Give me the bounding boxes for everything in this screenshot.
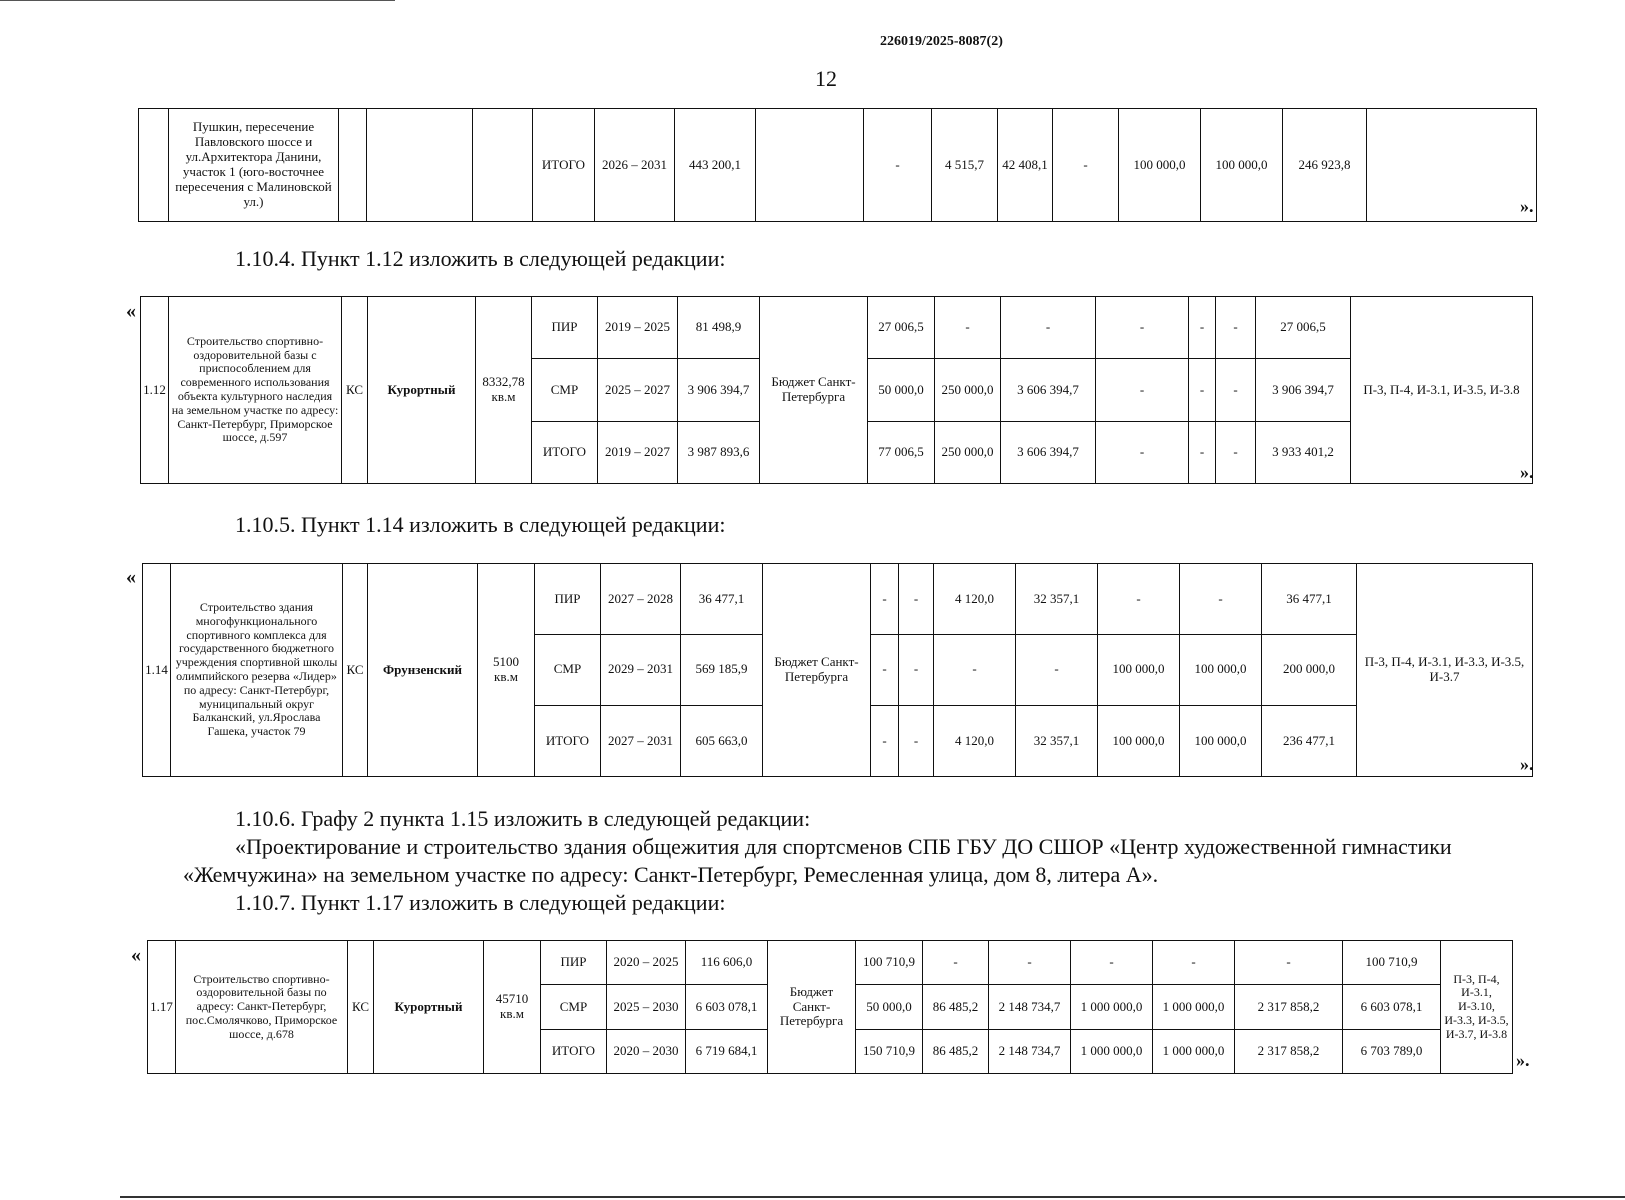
value-cell: - [1216,297,1256,359]
close-quote: ». [1520,754,1534,774]
value-cell: - [1216,421,1256,483]
page-number: 12 [815,66,837,91]
value-cell: - [1189,359,1216,421]
heading-1-10-7: 1.10.7. Пункт 1.17 изложить в следующей редакции: [235,890,726,915]
value-cell: - [1001,297,1096,359]
paragraph-line: «Жемчужина» на земельном участке по адресу: Санкт-Петербург, Ремесленная улица, дом 8, литера А». [183,862,1159,887]
total-cell: 569 185,9 [681,634,763,705]
value-cell: - [1096,359,1189,421]
table-continuation [138,108,1537,222]
stage-cell: СМР [535,634,601,705]
value-cell: 4 120,0 [934,564,1016,635]
value-cell: - [1189,297,1216,359]
table-1-12 [140,296,1533,484]
value-cell: - [1189,421,1216,483]
value-cell: - [1053,109,1119,222]
value-cell: 3 906 394,7 [1256,359,1351,421]
value-cell: 32 357,1 [1016,564,1098,635]
cell-num [139,109,169,222]
value-cell: - [1153,941,1235,985]
source-cell: Бюджет Санкт-Петербурга [763,564,871,777]
value-cell: 100 000,0 [1098,634,1180,705]
value-cell: 50 000,0 [868,359,935,421]
item-number: 1.12 [141,297,169,484]
total-cell: 3 906 394,7 [678,359,760,421]
type-cell: КС [343,564,368,777]
source-cell: Бюджет Санкт-Петербурга [768,941,856,1074]
object-name-cell: Строительство спортивно-оздоровительной базы с приспособлением для современного использования объекта культурного наследия на земельном участке по адресу: Санкт-Петербург, Приморское шоссе, д.597 [169,297,342,484]
value-cell: 236 477,1 [1262,705,1357,776]
value-cell: 27 006,5 [1256,297,1351,359]
open-quote: « [131,944,141,966]
heading-1-10-6: 1.10.6. Графу 2 пункта 1.15 изложить в следующей редакции: [235,806,811,831]
capacity-cell: 45710 кв.м [484,941,541,1074]
value-cell: - [1180,564,1262,635]
total-cell: 6 719 684,1 [686,1029,768,1073]
value-cell: 77 006,5 [868,421,935,483]
object-name-cell: Пушкин, пересечение Павловского шоссе и ул.Архитектора Данини, участок 1 (юго-восточнее пересечения с Малиновской ул.) [169,109,339,222]
value-cell: 100 710,9 [856,941,923,985]
total-cell: 116 606,0 [686,941,768,985]
table-1-17 [147,940,1513,1074]
value-cell: 100 000,0 [1098,705,1180,776]
value-cell: - [1216,359,1256,421]
document-number: 226019/2025-8087(2) [880,34,1003,49]
value-cell: - [1096,297,1189,359]
value-cell: - [864,109,932,222]
value-cell: - [871,564,899,635]
close-quote: ». [1520,196,1534,216]
type-cell: КС [342,297,368,484]
stage-cell: ИТОГО [533,109,595,222]
stage-cell: ПИР [532,297,598,359]
indicators-cell: П-3, П-4, И-3.1, И-3.10, И-3.3, И-3.5, И-3.7, И-3.8 [1441,941,1513,1074]
stage-cell: ИТОГО [532,421,598,483]
value-cell: 50 000,0 [856,985,923,1029]
total-cell: 443 200,1 [675,109,756,222]
stage-cell: ИТОГО [535,705,601,776]
total-cell: 6 603 078,1 [686,985,768,1029]
capacity-cell: 5100 кв.м [478,564,535,777]
value-cell: 6 703 789,0 [1343,1029,1441,1073]
value-cell: - [899,564,934,635]
value-cell: - [934,634,1016,705]
indicators-cell: П-3, П-4, И-3.1, И-3.5, И-3.8 [1351,297,1533,484]
value-cell: 246 923,8 [1283,109,1367,222]
object-name-cell: Строительство спортивно-оздоровительной базы по адресу: Санкт-Петербург, пос.Смолячково, Приморское шоссе, д.678 [176,941,348,1074]
total-cell: 81 498,9 [678,297,760,359]
capacity-cell: 8332,78 кв.м [476,297,532,484]
period-cell: 2027 – 2028 [601,564,681,635]
item-number: 1.17 [148,941,176,1074]
paragraph-line: «Проектирование и строительство здания общежития для спортсменов СПБ ГБУ ДО СШОР «Центр художественной гимнастики [235,834,1452,859]
value-cell: - [1235,941,1343,985]
value-cell: - [923,941,989,985]
stage-cell: ИТОГО [541,1029,607,1073]
value-cell: 250 000,0 [935,421,1001,483]
period-cell: 2020 – 2030 [607,1029,686,1073]
total-cell: 605 663,0 [681,705,763,776]
value-cell: 27 006,5 [868,297,935,359]
value-cell: 86 485,2 [923,1029,989,1073]
value-cell: 4 515,7 [932,109,998,222]
value-cell: - [1016,634,1098,705]
value-cell: 200 000,0 [1262,634,1357,705]
object-name-cell: Строительство здания многофункционального спортивного комплекса для государственного бюджетного учреждения спортивной школы олимпийского резерва «Лидер» по адресу: Санкт-Петербург, муниципальный округ Балканский, ул.Ярослава Гашека, участок 79 [171,564,343,777]
open-quote: « [126,566,136,588]
value-cell: 3 933 401,2 [1256,421,1351,483]
value-cell: - [935,297,1001,359]
value-cell: - [899,705,934,776]
value-cell: 4 120,0 [934,705,1016,776]
value-cell: 1 000 000,0 [1153,1029,1235,1073]
heading-1-10-5: 1.10.5. Пункт 1.14 изложить в следующей редакции: [235,512,726,537]
period-cell: 2027 – 2031 [601,705,681,776]
value-cell: 2 148 734,7 [989,1029,1071,1073]
value-cell: 150 710,9 [856,1029,923,1073]
value-cell: 1 000 000,0 [1071,1029,1153,1073]
value-cell: - [1096,421,1189,483]
total-cell: 3 987 893,6 [678,421,760,483]
type-cell: КС [348,941,374,1074]
value-cell: 2 148 734,7 [989,985,1071,1029]
value-cell: 100 000,0 [1201,109,1283,222]
indicators-cell: П-3, П-4, И-3.1, И-3.3, И-3.5, И-3.7 [1357,564,1533,777]
stage-cell: СМР [541,985,607,1029]
period-cell: 2025 – 2030 [607,985,686,1029]
value-cell: 1 000 000,0 [1071,985,1153,1029]
period-cell: 2026 – 2031 [595,109,675,222]
value-cell: - [989,941,1071,985]
stage-cell: ПИР [535,564,601,635]
close-quote: ». [1516,1050,1530,1070]
value-cell: 250 000,0 [935,359,1001,421]
district-cell: Курортный [368,297,476,484]
value-cell: 3 606 394,7 [1001,421,1096,483]
period-cell: 2019 – 2025 [598,297,678,359]
value-cell: 6 603 078,1 [1343,985,1441,1029]
value-cell: 32 357,1 [1016,705,1098,776]
source-cell: Бюджет Санкт-Петербурга [760,297,868,484]
value-cell: - [899,634,934,705]
value-cell: 42 408,1 [998,109,1053,222]
stage-cell: ПИР [541,941,607,985]
value-cell: 1 000 000,0 [1153,985,1235,1029]
value-cell: 3 606 394,7 [1001,359,1096,421]
value-cell: 100 000,0 [1119,109,1201,222]
value-cell: 100 000,0 [1180,705,1262,776]
value-cell: 100 710,9 [1343,941,1441,985]
period-cell: 2025 – 2027 [598,359,678,421]
scan-edge-line [120,1196,1625,1198]
value-cell: 36 477,1 [1262,564,1357,635]
value-cell: - [1098,564,1180,635]
table-1-14 [142,563,1533,777]
heading-1-10-4: 1.10.4. Пункт 1.12 изложить в следующей редакции: [235,246,726,271]
value-cell: 2 317 858,2 [1235,1029,1343,1073]
value-cell: - [1071,941,1153,985]
district-cell: Фрунзенский [368,564,478,777]
close-quote: ». [1520,462,1534,482]
value-cell: 100 000,0 [1180,634,1262,705]
scan-edge-line [0,0,395,1]
stage-cell: СМР [532,359,598,421]
total-cell: 36 477,1 [681,564,763,635]
value-cell: 86 485,2 [923,985,989,1029]
period-cell: 2029 – 2031 [601,634,681,705]
district-cell: Курортный [374,941,484,1074]
open-quote: « [126,300,136,322]
value-cell: - [871,705,899,776]
period-cell: 2020 – 2025 [607,941,686,985]
period-cell: 2019 – 2027 [598,421,678,483]
value-cell: 2 317 858,2 [1235,985,1343,1029]
item-number: 1.14 [143,564,171,777]
value-cell: - [871,634,899,705]
